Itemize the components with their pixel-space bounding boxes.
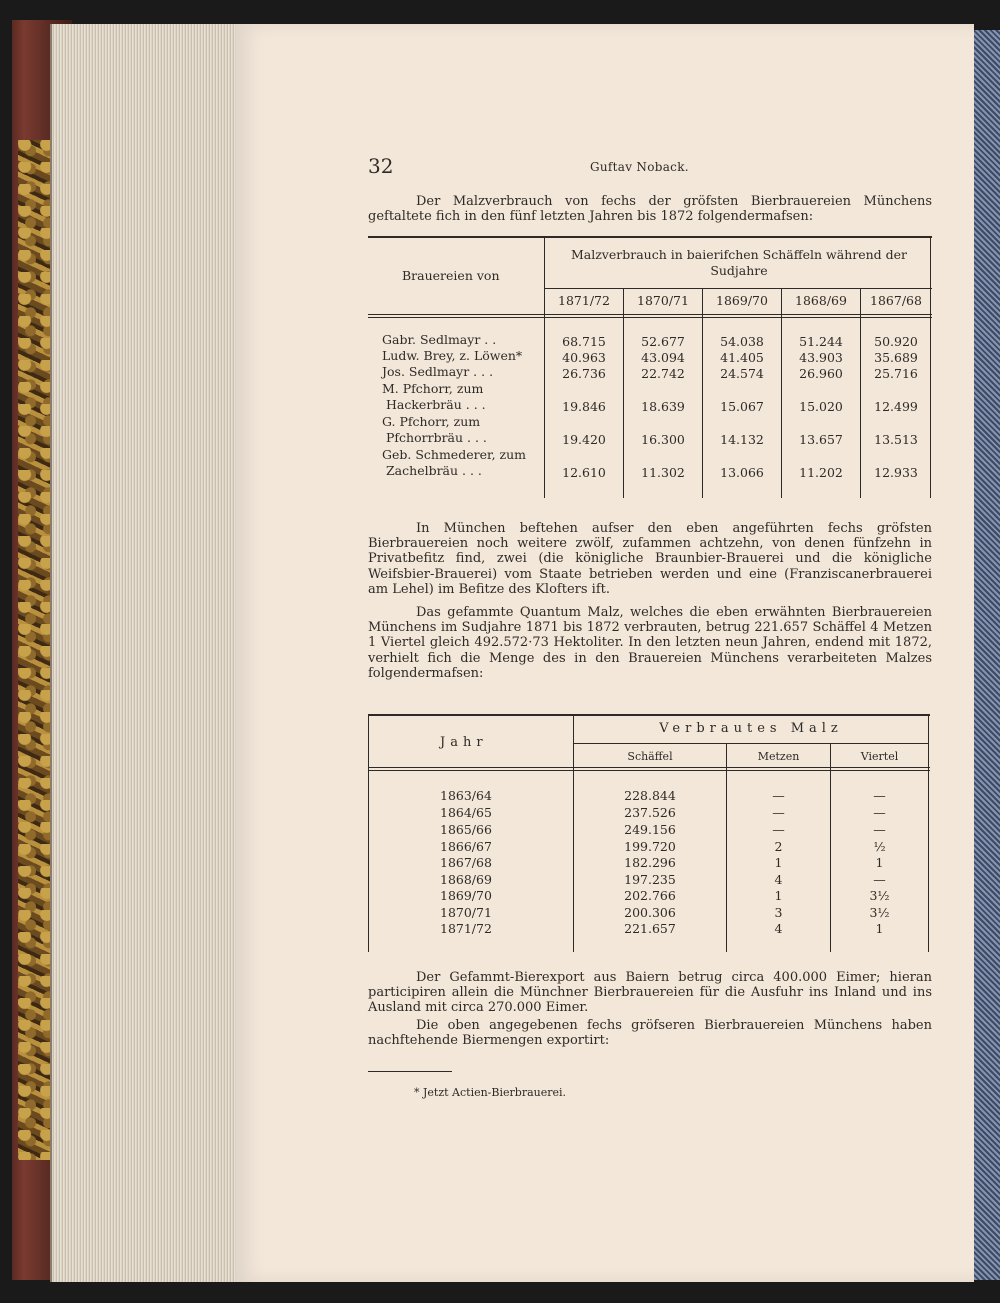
brewery-label: Gabr. Sedlmayr . .: [382, 332, 497, 347]
table-cell: 18.639: [641, 399, 685, 414]
table-cell: 1: [875, 855, 884, 870]
table-cell: 24.574: [720, 366, 764, 381]
table-cell: 3½: [869, 905, 890, 920]
brewery-label: Ludw. Brey, z. Löwen*: [382, 348, 523, 363]
table-cell: 25.716: [874, 366, 918, 381]
table-cell: 202.766: [624, 888, 676, 903]
table-cell: 41.405: [720, 350, 764, 365]
table-cell: —: [772, 805, 785, 820]
page-stack-edges: [50, 24, 240, 1282]
year-cell: 1867/68: [440, 855, 492, 870]
year-header: 1868/69: [795, 293, 847, 308]
table-cell: 228.844: [624, 788, 676, 803]
table-cell: 15.020: [799, 399, 843, 414]
table-cell: 11.202: [799, 465, 843, 480]
table-cell: 13.657: [799, 432, 843, 447]
year-header: 1871/72: [558, 293, 610, 308]
table-cell: 249.156: [624, 822, 676, 837]
brewery-label: Zachelbräu . . .: [386, 463, 482, 478]
table-cell: 200.306: [624, 905, 676, 920]
table-cell: 35.689: [874, 350, 918, 365]
paragraph-quantum: Das gefammte Quantum Malz, welches die eben erwähnten Bierbrauereien Münchens im Sudjahre 1871 bis 1872 verbrauten, betrug 221.657 Schäffel 4 Metzen 1 Viertel gleich 492.572·73 Hektoliter. In den letzten neun Jahren, endend mit 1872, verhielt fich die Menge des in den Brauereien Münchens verarbeiteten Malzes folgendermafsen:: [368, 605, 932, 681]
table-cell: —: [873, 788, 886, 803]
table-cell: —: [772, 788, 785, 803]
brewery-label: G. Pfchorr, zum: [382, 414, 481, 429]
subheader-viertel: Viertel: [860, 750, 899, 763]
col-header-year: Jahr: [440, 735, 488, 750]
table-cell: 199.720: [624, 839, 676, 854]
subheader-metzen: Metzen: [757, 750, 800, 763]
table-cell: 4: [774, 921, 783, 936]
table-cell: —: [772, 822, 785, 837]
table-cell: 3: [774, 905, 783, 920]
brewery-label: Hackerbräu . . .: [386, 397, 486, 412]
col-group-header: Malzverbrauch in baierifchen Schäffeln während der Sudjahre: [570, 247, 908, 278]
col-group-header: Verbrautes Malz: [659, 721, 843, 736]
year-header: 1867/68: [870, 293, 922, 308]
year-cell: 1871/72: [440, 921, 492, 936]
paragraph-breweries: In München beftehen aufser den eben angeführten fechs gröfsten Bierbrauereien noch weitere zwölf, zufammen achtzehn, von denen fünfzehn in Privatbefitz find, zwei (die königliche Braunbier-Brauerei und die königliche Weifsbier-Brauerei) vom Staate betrieben werden und eine (Franziscanerbrauerei am Lehel) im Befitze des Klofters ift.: [368, 521, 932, 597]
table-cell: 4: [774, 872, 783, 887]
year-header: 1870/71: [637, 293, 689, 308]
year-cell: 1869/70: [440, 888, 492, 903]
table-cell: 3½: [869, 888, 890, 903]
table-cell: 43.094: [641, 350, 685, 365]
table-cell: 2: [774, 839, 783, 854]
table-cell: 14.132: [720, 432, 764, 447]
cover-right-strip: [972, 30, 1000, 1280]
table-cell: 19.846: [562, 399, 606, 414]
table-cell: 1: [875, 921, 884, 936]
col-header-breweries: Brauereien von: [402, 268, 500, 283]
year-cell: 1864/65: [440, 805, 492, 820]
table-cell: 1: [774, 888, 783, 903]
subheader-schaeffel: Schäffel: [627, 750, 673, 763]
brewery-label: M. Pfchorr, zum: [382, 381, 484, 396]
year-header: 1869/70: [716, 293, 768, 308]
paragraph-export: Der Gefammt-Bierexport aus Baiern betrug circa 400.000 Eimer; hieran participiren allein die Münchner Bierbrauereien für die Ausfuhr ins Inland und ins Ausland mit circa 270.000 Eimer.: [368, 970, 932, 1016]
table-cell: 11.302: [641, 465, 685, 480]
brewery-label: Jos. Sedlmayr . . .: [382, 364, 494, 379]
table-cell: —: [873, 805, 886, 820]
page-number: 32: [368, 154, 394, 178]
table-cell: 13.513: [874, 432, 918, 447]
table-cell: 51.244: [799, 334, 843, 349]
year-cell: 1866/67: [440, 839, 492, 854]
table-cell: 22.742: [641, 366, 685, 381]
table-cell: 40.963: [562, 350, 606, 365]
year-cell: 1863/64: [440, 788, 492, 803]
table-cell: 68.715: [562, 334, 606, 349]
year-cell: 1868/69: [440, 872, 492, 887]
table-cell: 15.067: [720, 399, 764, 414]
paragraph-exported-quantities: Die oben angegebenen fechs gröfseren Bierbrauereien Münchens haben nachftehende Biermengen exportirt:: [368, 1018, 932, 1049]
brewery-label: Geb. Schmederer, zum: [382, 447, 527, 462]
brewery-label: Pfchorrbräu . . .: [386, 430, 487, 445]
year-cell: 1865/66: [440, 822, 492, 837]
table-cell: 12.499: [874, 399, 918, 414]
table-cell: 221.657: [624, 921, 676, 936]
table-cell: 54.038: [720, 334, 764, 349]
year-cell: 1870/71: [440, 905, 492, 920]
table-cell: 12.610: [562, 465, 606, 480]
table-cell: 52.677: [641, 334, 685, 349]
table-cell: 237.526: [624, 805, 676, 820]
table-cell: —: [873, 822, 886, 837]
table-cell: 12.933: [874, 465, 918, 480]
footnote-rule: [368, 1071, 452, 1072]
table-cell: 13.066: [720, 465, 764, 480]
table-cell: 26.960: [799, 366, 843, 381]
table-cell: ½: [873, 839, 886, 854]
running-title: Guftav Noback.: [590, 160, 689, 174]
intro-paragraph: Der Malzverbrauch von fechs der gröfsten Bierbrauereien Münchens geftaltete fich in den fünf letzten Jahren bis 1872 folgendermafsen:: [368, 194, 932, 225]
table-cell: 197.235: [624, 872, 676, 887]
table-cell: 182.296: [624, 855, 676, 870]
table-cell: 16.300: [641, 432, 685, 447]
table-cell: 50.920: [874, 334, 918, 349]
table-cell: 19.420: [562, 432, 606, 447]
footnote: * Jetzt Actien-Bierbrauerei.: [414, 1086, 567, 1099]
table-cell: 43.903: [799, 350, 843, 365]
table-cell: —: [873, 872, 886, 887]
table-cell: 26.736: [562, 366, 606, 381]
table-cell: 1: [774, 855, 783, 870]
